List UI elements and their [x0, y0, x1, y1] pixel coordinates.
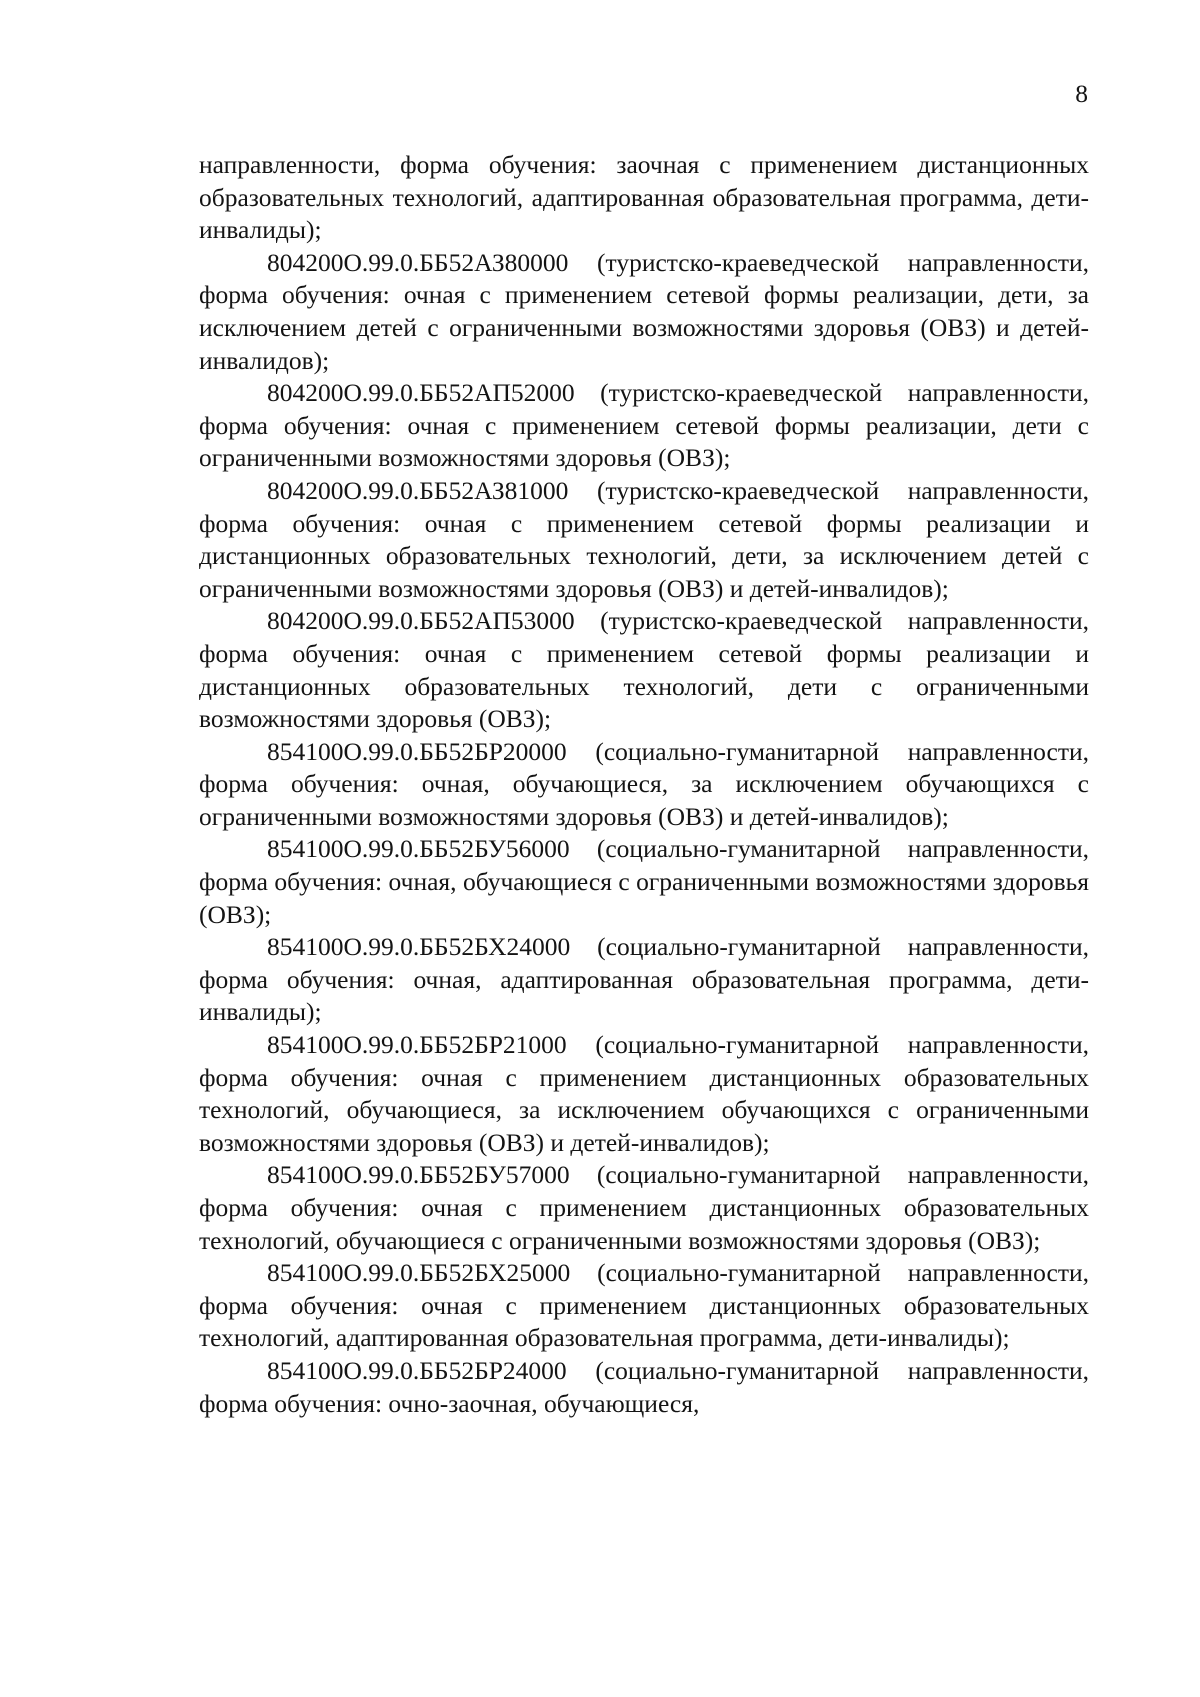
- list-item: [199, 1029, 1089, 1159]
- list-item: [199, 1355, 1089, 1420]
- service-code: 854100О.99.0.ББ52БХ24000: [267, 932, 571, 962]
- list-item: [199, 377, 1089, 475]
- service-code: 854100О.99.0.ББ52БУ56000: [267, 834, 570, 864]
- service-description: (социально-гуманитарной направленности, форма обучения: очная с применением дистанционных образовательных технологий, обучающиеся, за исключением обучающихся с ограниченными возможностями здоровья (ОВЗ) и детей-инвалидов);: [199, 1030, 1089, 1157]
- list-item: [199, 736, 1089, 834]
- service-code: 804200О.99.0.ББ52АЗ81000: [267, 475, 569, 505]
- service-code: 854100О.99.0.ББ52БР21000: [267, 1030, 567, 1060]
- service-code: 804200О.99.0.ББ52АП53000: [267, 606, 575, 636]
- service-code: 804200О.99.0.ББ52АП52000: [267, 378, 575, 408]
- list-item: [199, 475, 1089, 605]
- list-item: [199, 1159, 1089, 1257]
- service-description: (социально-гуманитарной направленности, форма обучения: очная, обучающиеся с ограниченными возможностями здоровья (ОВЗ);: [199, 834, 1090, 929]
- service-code: 854100О.99.0.ББ52БУ57000: [267, 1160, 570, 1190]
- service-code: 854100О.99.0.ББ52БР24000: [267, 1355, 567, 1385]
- service-description: (социально-гуманитарной направленности, форма обучения: очная, обучающиеся, за исключением обучающихся с ограниченными возможностями здоровья (ОВЗ) и детей-инвалидов);: [199, 736, 1089, 831]
- continuation-paragraph: направленности, форма обучения: заочная с применением дистанционных образовательных технологий, адаптированная образовательная программа, дети-инвалиды);: [199, 150, 1089, 245]
- service-code: 854100О.99.0.ББ52БХ25000: [267, 1258, 571, 1288]
- list-item: [199, 247, 1089, 377]
- service-description: (социально-гуманитарной направленности, форма обучения: очно-заочная, обучающиеся,: [199, 1355, 1089, 1418]
- service-description: (туристско-краеведческой направленности, форма обучения: очная с применением сетевой формы реализации, дети с ограниченными возможностями здоровья (ОВЗ);: [199, 378, 1089, 473]
- list-item: [199, 931, 1089, 1029]
- service-code: 854100О.99.0.ББ52БР20000: [267, 736, 567, 766]
- list-item: [199, 833, 1089, 931]
- list-item: [199, 1257, 1089, 1355]
- service-description: (социально-гуманитарной направленности, форма обучения: очная с применением дистанционных образовательных технологий, адаптированная образовательная программа, дети-инвалиды);: [199, 1258, 1089, 1353]
- document-body: [199, 149, 1089, 1420]
- service-description: (социально-гуманитарной направленности, форма обучения: очная с применением дистанционных образовательных технологий, обучающиеся с ограниченными возможностями здоровья (ОВЗ);: [199, 1160, 1090, 1255]
- page-number: 8: [1075, 79, 1088, 108]
- service-description: (туристско-краеведческой направленности, форма обучения: очная с применением сетевой формы реализации и дистанционных образовательных технологий, дети с ограниченными возможностями здоровья (ОВЗ);: [199, 606, 1089, 734]
- service-code: 804200О.99.0.ББ52АЗ80000: [267, 247, 569, 277]
- service-description: (туристско-краеведческой направленности, форма обучения: очная с применением сетевой формы реализации и дистанционных образовательных технологий, дети, за исключением детей с ограниченными возможностями здоровья (ОВЗ) и детей-инвалидов);: [199, 475, 1089, 603]
- list-item: [199, 605, 1089, 735]
- service-description: (социально-гуманитарной направленности, форма обучения: очная, адаптированная образовательная программа, дети-инвалиды);: [199, 932, 1089, 1027]
- service-description: (туристско-краеведческой направленности, форма обучения: очная с применением сетевой формы реализации, дети, за исключением детей с ограниченными возможностями здоровья (ОВЗ) и детей-инвалидов);: [199, 247, 1089, 375]
